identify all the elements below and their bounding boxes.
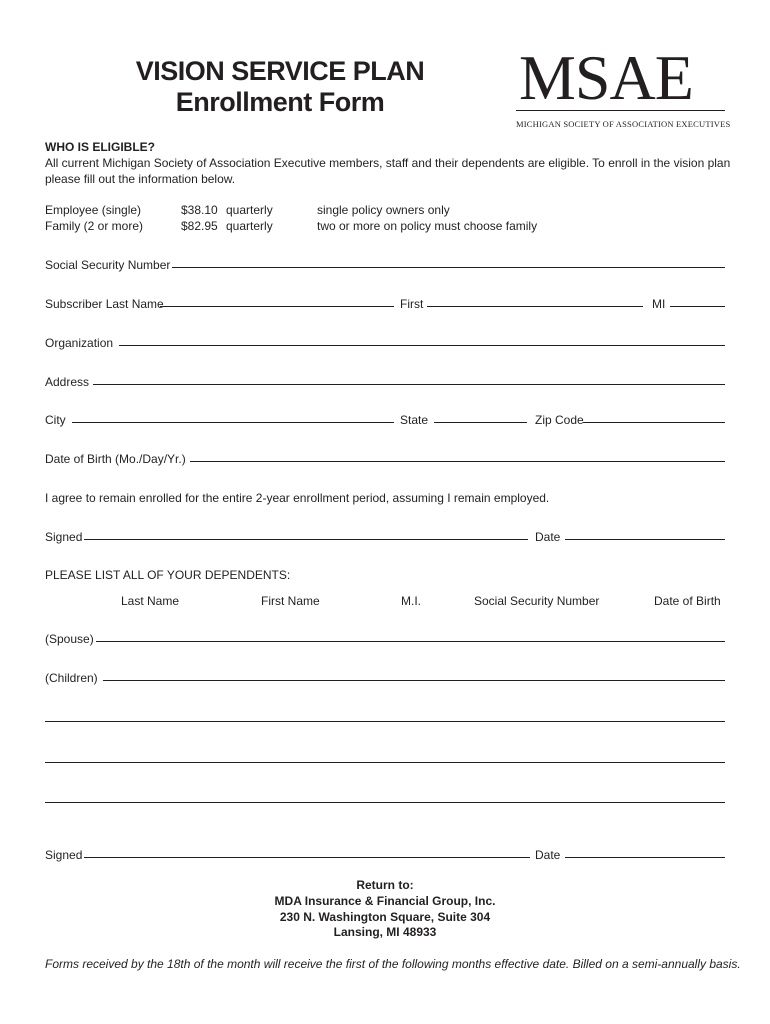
signed-label: Signed (45, 530, 83, 544)
dependents-heading: PLEASE LIST ALL OF YOUR DEPENDENTS: (45, 568, 291, 582)
return-company: MDA Insurance & Financial Group, Inc. (274, 894, 496, 908)
spouse-label: (Spouse) (45, 632, 94, 646)
footer-note: Forms received by the 18th of the month will receive the first of the following months effective date. Billed on a semi-annually basis. (45, 957, 741, 971)
child-field[interactable] (45, 721, 725, 722)
rate-note-family: two or more on policy must choose family (317, 219, 538, 233)
zip-field[interactable] (583, 422, 725, 423)
logo-rule (516, 110, 725, 111)
form-title-line2: Enrollment Form (175, 87, 385, 117)
return-label: Return to: (356, 878, 414, 892)
rate-note-single: single policy owners only (317, 203, 450, 217)
rate-type-family: Family (2 or more) (45, 219, 144, 233)
return-street: 230 N. Washington Square, Suite 304 (279, 910, 491, 924)
last-name-field[interactable] (160, 306, 394, 307)
address-field[interactable] (93, 384, 725, 385)
city-label: City (45, 413, 66, 427)
date-label: Date (535, 530, 561, 544)
form-title-line1: VISION SERVICE PLAN (135, 56, 425, 86)
children-label: (Children) (45, 671, 98, 685)
eligibility-text-line1: All current Michigan Society of Association Executive members, staff and their dependents are eligible. To enroll in the vision plan (45, 156, 731, 170)
ssn-field[interactable] (172, 267, 725, 268)
dob-field[interactable] (190, 461, 725, 462)
state-label: State (400, 413, 429, 427)
date-field[interactable] (565, 857, 725, 858)
dependents-col-dob: Date of Birth (654, 594, 721, 608)
dob-label: Date of Birth (Mo./Day/Yr.) (45, 452, 186, 466)
date-label: Date (535, 848, 561, 862)
rate-price-family: $82.95 (181, 219, 218, 233)
first-name-field[interactable] (427, 306, 643, 307)
child-field[interactable] (103, 680, 725, 681)
logo-text: MSAE (519, 42, 693, 113)
zip-label: Zip Code (535, 413, 584, 427)
address-label: Address (45, 375, 90, 389)
eligibility-text-line2: please fill out the information below. (45, 172, 236, 186)
dependents-col-ssn: Social Security Number (474, 594, 600, 608)
rate-period-family: quarterly (226, 219, 273, 233)
organization-label: Organization (45, 336, 114, 350)
last-name-label: Subscriber Last Name (45, 297, 164, 311)
dependents-col-last-name: Last Name (121, 594, 180, 608)
child-field[interactable] (45, 802, 725, 803)
organization-field[interactable] (119, 345, 725, 346)
state-field[interactable] (434, 422, 527, 423)
first-name-label: First (400, 297, 424, 311)
msae-logo (516, 42, 731, 134)
ssn-label: Social Security Number (45, 258, 171, 272)
return-city: Lansing, MI 48933 (333, 925, 437, 939)
logo-subtitle: MICHIGAN SOCIETY OF ASSOCIATION EXECUTIVES (516, 119, 731, 129)
rate-type-single: Employee (single) (45, 203, 142, 217)
signature-field[interactable] (84, 539, 528, 540)
rate-period-single: quarterly (226, 203, 273, 217)
signed-label: Signed (45, 848, 83, 862)
eligibility-heading: WHO IS ELIGIBLE? (45, 140, 155, 154)
mi-field[interactable] (670, 306, 725, 307)
dependents-col-first-name: First Name (261, 594, 320, 608)
city-field[interactable] (72, 422, 394, 423)
child-field[interactable] (45, 762, 725, 763)
agreement-text: I agree to remain enrolled for the entire 2-year enrollment period, assuming I remain employed. (45, 491, 550, 505)
signature-field[interactable] (84, 857, 530, 858)
spouse-field[interactable] (96, 641, 725, 642)
rate-price-single: $38.10 (181, 203, 218, 217)
date-field[interactable] (565, 539, 725, 540)
dependents-col-mi: M.I. (401, 594, 421, 608)
mi-label: MI (652, 297, 666, 311)
